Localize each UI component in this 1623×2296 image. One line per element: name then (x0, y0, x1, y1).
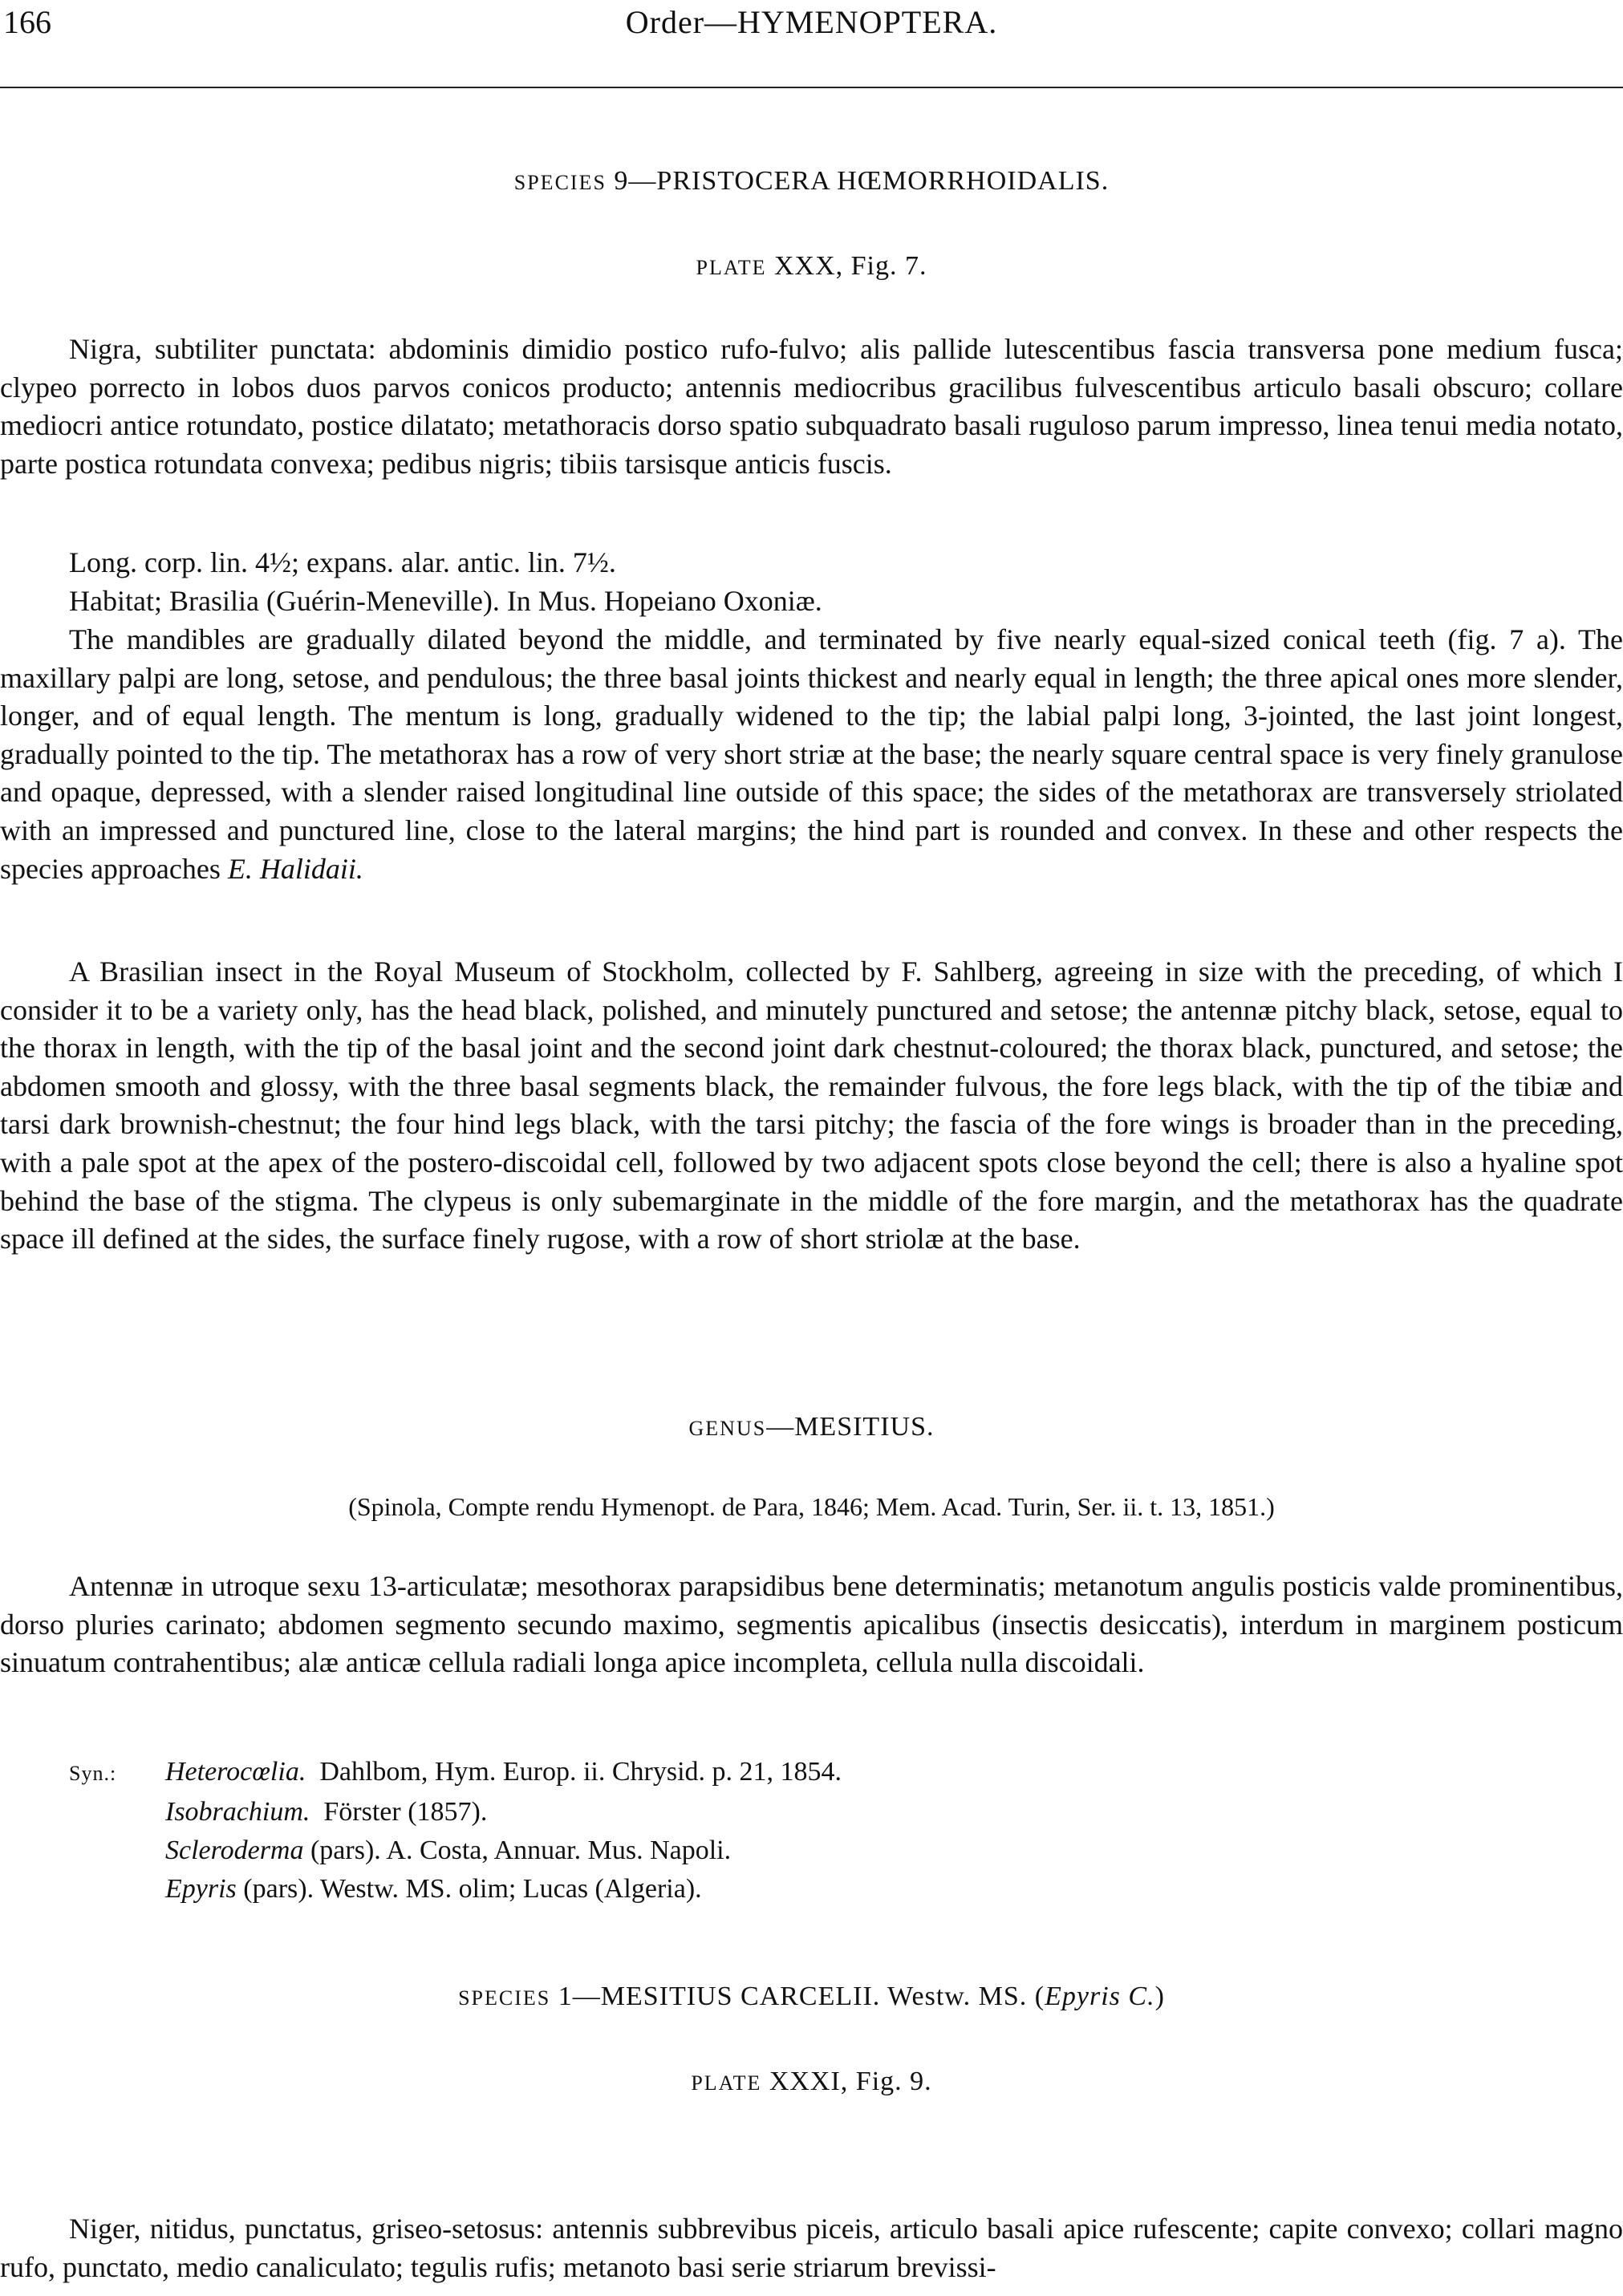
species-9-description-text: The mandibles are gradually dilated beyond the middle, and terminated by five nearly equal-sized conical teeth (fig. 7 a). The maxillary palpi are long, setose, and pendulous; the three basal joints thickest and nearly equal in length; the three apical ones more slender, longer, and of equal length. The mentum is long, gradually widened to the tip; the labial palpi long, 3-jointed, the last joint longest, gradually pointed to the tip. The metathorax has a row of very short striæ at the base; the nearly square central space is very finely granulose and opaque, depressed, with a slender raised longitudinal line outside of this space; the sides of the metathorax are transversely striolated with an impressed and punctured line, close to the lateral margins; the hind part is rounded and convex. In these and other respects the species approaches (0, 623, 1623, 885)
genus-heading (0, 1412, 1623, 1442)
running-title: Order—HYMENOPTERA. (625, 4, 998, 40)
species-9-heading-prefix: SPECIES (513, 171, 607, 194)
species-9-heading-name: 9—PRISTOCERA HŒMORRHOIDALIS. (614, 166, 1110, 196)
species-1-heading-italic: Epyris C. (1045, 1982, 1155, 2011)
synonym-reference: (pars). A. Costa, Annuar. Mus. Napoli. (310, 1836, 732, 1865)
species-1-heading (0, 1982, 1623, 2012)
header-rule (0, 87, 1623, 88)
species-1-heading-name: 1—MESITIUS CARCELII. Westw. MS. ( (558, 1982, 1045, 2011)
genus-heading-name: —MESITIUS. (766, 1412, 935, 1442)
synonym-name: Heterocœlia. (165, 1757, 306, 1787)
page-number: 166 (3, 4, 51, 40)
synonym-row (69, 1832, 842, 1870)
synonym-reference: Förster (1857). (323, 1797, 488, 1827)
species-9-plate (0, 251, 1623, 282)
synonym-list (69, 1753, 842, 1909)
genus-citation: (Spinola, Compte rendu Hymenopt. de Para, 1846; Mem. Acad. Turin, Ser. ii. t. 13, 1851.) (348, 1492, 1275, 1521)
running-head (0, 0, 1623, 56)
species-9-plate-prefix: PLATE (696, 256, 767, 279)
synonym-name: Isobrachium. (165, 1797, 310, 1827)
species-1-latin-description: Niger, nitidus, punctatus, griseo-setosus: antennis subbrevibus piceis, articulo basali apice rufescente; capite convexo; collari magno rufo, punctato, medio canaliculato; tegulis rufis; metanoto basi serie striarum brevissi- (0, 2213, 1623, 2283)
species-9-plate-ref: XXX, Fig. 7. (773, 251, 927, 281)
synonym-row (69, 1870, 842, 1909)
species-1-plate-ref: XXXI, Fig. 9. (769, 2067, 932, 2096)
species-1-heading-prefix: SPECIES (458, 1986, 551, 2010)
genus-latin-description: Antennæ in utroque sexu 13-articulatæ; mesothorax parapsidibus bene determinatis; metanotum angulis posticis valde prominentibus, dorso pluries carinato; abdomen segmento secundo maximo, segmentis apicalibus (insectis desiccatis), interdum in marginem posticum sinuatum contrahentibus; alæ anticæ cellula radiali longa apice incompleta, cellula nulla discoidali. (0, 1570, 1623, 1679)
species-9-measurements: Long. corp. lin. 4½; expans. alar. antic. lin. 7½. (69, 546, 616, 578)
species-9-description-italic: E. Halidaii. (227, 852, 363, 885)
species-1-plate (0, 2067, 1623, 2097)
synonym-reference: Dahlbom, Hym. Europ. ii. Chrysid. p. 21, 1854. (319, 1757, 842, 1787)
synonym-row (69, 1753, 842, 1793)
species-9-latin-description: Nigra, subtiliter punctata: abdominis dimidio postico rufo-fulvo; alis pallide lutescentibus fascia transversa pone medium fusca; clypeo porrecto in lobos duos parvos conicos producto; antennis mediocribus gracilibus fulvescentibus articulo basali obscuro; collare mediocri antice rotundato, postice dilatato; metathoracis dorso spatio subquadrato basali ruguloso parum impresso, linea tenui media notato, parte postica rotundata convexa; pedibus nigris; tibiis tarsisque anticis fuscis. (0, 333, 1623, 480)
species-9-heading (0, 166, 1623, 197)
synonym-name: Epyris (165, 1874, 237, 1904)
genus-heading-prefix: GENUS (688, 1417, 767, 1440)
species-9-habitat: Habitat; Brasilia (Guérin-Meneville). In Mus. Hopeiano Oxoniæ. (69, 585, 822, 617)
species-1-plate-prefix: PLATE (691, 2071, 762, 2095)
synonym-reference: (pars). Westw. MS. olim; Lucas (Algeria). (243, 1874, 702, 1904)
synonym-label: Syn.: (69, 1762, 117, 1785)
species-9-variety-description: A Brasilian insect in the Royal Museum of Stockholm, collected by F. Sahlberg, agreeing in size with the preceding, of which I consider it to be a variety only, has the head black, polished, and minutely punctured and setose; the antennæ pitchy black, setose, equal to the thorax in length, with the tip of the basal joint and the second joint dark chestnut-coloured; the thorax black, punctured, and setose; the abdomen smooth and glossy, with the three basal segments black, the remainder fulvous, the fore legs black, with the tip of the tibiæ and tarsi dark brownish-chestnut; the four hind legs black, with the tarsi pitchy; the fascia of the fore wings is broader than in the preceding, with a pale spot at the apex of the postero-discoidal cell, followed by two adjacent spots close beyond the cell; there is also a hyaline spot behind the base of the stigma. The clypeus is only subemarginate in the middle of the fore margin, and the metathorax has the quadrate space ill defined at the sides, the surface finely rugose, with a row of short striolæ at the base. (0, 955, 1623, 1255)
synonym-name: Scleroderma (165, 1836, 304, 1865)
synonym-row (69, 1793, 842, 1832)
species-1-heading-close: ) (1154, 1982, 1165, 2011)
species-9-description (0, 621, 1623, 888)
